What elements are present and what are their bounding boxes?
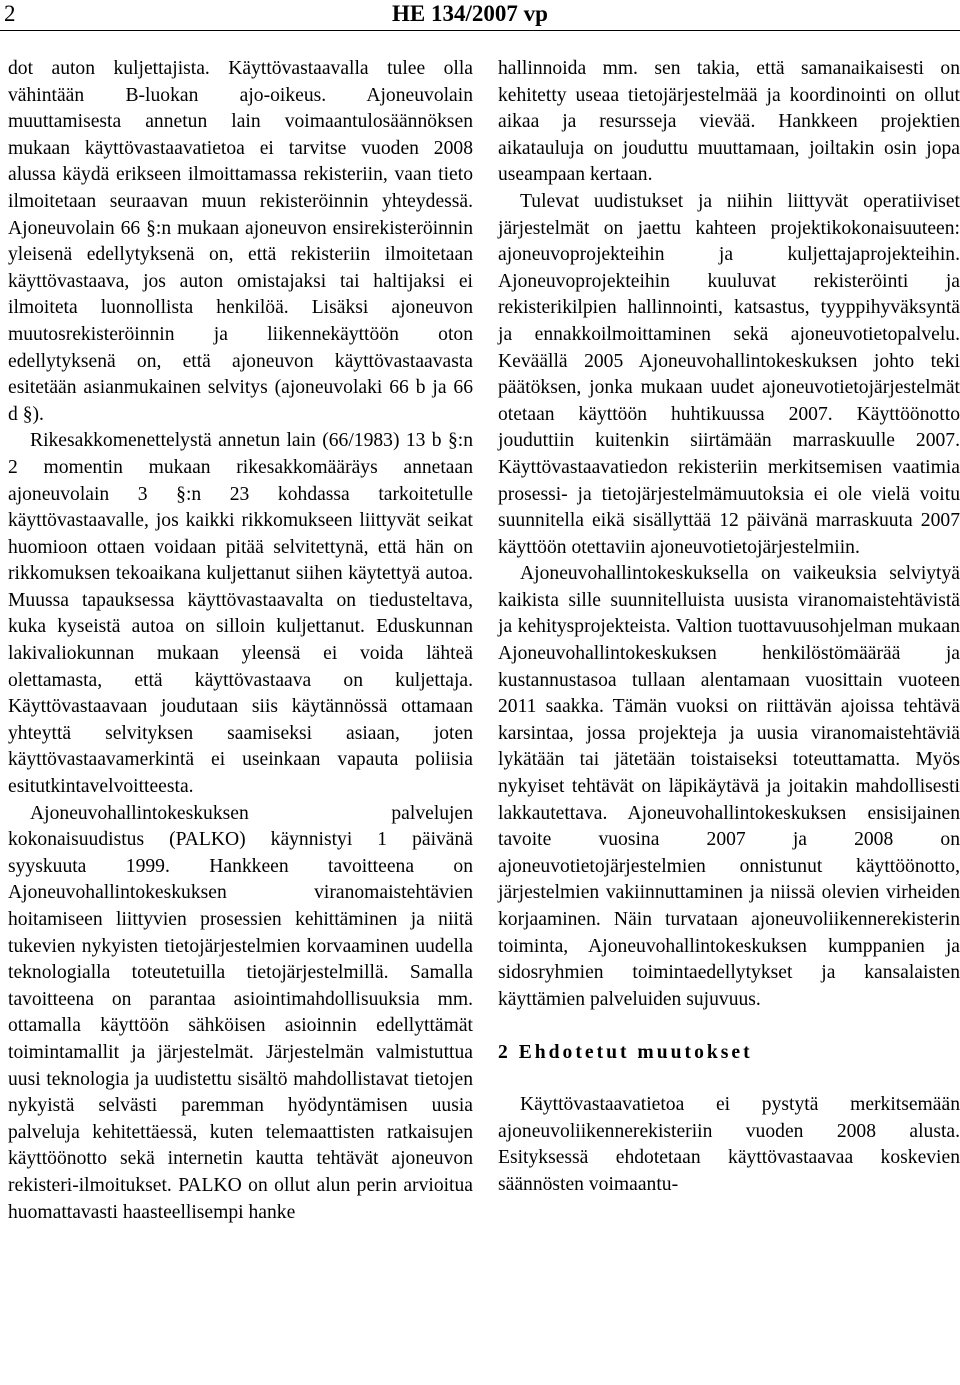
- paragraph: Tulevat uudistukset ja niihin liittyvät operatiiviset järjestelmät on jaettu kahteen projektikokonaisuuteen: ajoneuvoprojekteihin ja kuljettajaprojekteihin. Ajoneuvoprojekteihin kuuluvat rekisteröinti ja rekisterikilpien hallinnointi, katsastus, tyyppihyväksyntä ja ennakkoilmoittaminen sekä ajoneuvotietopalvelu. Keväällä 2005 Ajoneuvohallintokeskuksen johto teki päätöksen, jonka mukaan uudet ajoneuvotietojärjestelmät otetaan käyttöön huhtikuussa 2007. Käyttöönotto jouduttiin kuitenkin siirtämään marraskuulle 2007. Käyttövastaavatiedon rekisteriin merkitsemisen vaatimia prosessi- ja tietojärjestelmämuutoksia ei ole vielä voitu suunnitella eikä sisällyttää 12 päivänä marraskuuta 2007 käyttöön otettaviin ajoneuvotietojärjestelmiin.: [498, 190, 960, 558]
- header-rule: [0, 30, 960, 31]
- paragraph: Ajoneuvohallintokeskuksen palvelujen kokonaisuudistus (PALKO) käynnistyi 1 päivänä syyskuuta 1999. Hankkeen tavoitteena on Ajoneuvohallintokeskuksen viranomaistehtävien hoitamiseen liittyvien prosessien kehittäminen ja niitä tukevien nykyisten tietojärjestelmien korvaaminen uudella teknologialla toteutetuilla tietojärjestelmillä. Samalla tavoitteena on parantaa asiointimahdollisuuksia mm. ottamalla käyttöön sähköisen asioinnin edellyttämät toimintamallit ja järjestelmät. Järjestelmän valmistuttua uusi teknologia ja uudistettu sisältö mahdollistavat tietojen nykyistä selvästi paremman hyödyntämisen uusia palveluja kehitettäessä, kuten telemaattisten ratkaisujen käyttöönotto sekä internetin kautta tehtävät ajoneuvon rekisteri-ilmoitukset. PALKO on ollut alun perin arvioitua huomattavasti haasteellisempi hanke: [8, 802, 473, 1223]
- section-heading: 2 Ehdotetut muutokset: [498, 1042, 753, 1064]
- right-column: [498, 56, 960, 1198]
- left-column: [8, 56, 473, 1226]
- paragraph: Ajoneuvohallintokeskuksella on vaikeuksia selviytyä kaikista sille suunnitelluista uusista viranomaistehtävistä ja kehitysprojekteista. Valtion tuottavuusohjelman mukaan Ajoneuvohallintokeskuksen henkilöstömäärää ja kustannustasoa tullaan alentamaan vuosittain vuoteen 2011 saakka. Tämän vuoksi on riittävän ajoissa tehtävä karsintaa, jossa projekteja ja uusia viranomaistehtäviä lykätään tai jätetään toistaiseksi toteuttamatta. Myös nykyiset tehtävät on läpikäytävä ja joitakin mahdollisesti lakkautettava. Ajoneuvohallintokeskuksen ensisijainen tavoite vuosina 2007 ja 2008 on ajoneuvotietojärjestelmien onnistunut käyttöönotto, järjestelmien vakiinnuttaminen ja niissä olevien virheiden korjaaminen. Näin turvataan ajoneuvoliikennerekisterin toiminta, Ajoneuvohallintokeskuksen kumppanien ja sidosryhmien toimintaedellytykset ja kansalaisten käyttämien palveluiden sujuvuus.: [498, 563, 960, 1010]
- paragraph: Rikesakkomenettelystä annetun lain (66/1983) 13 b §:n 2 momentin mukaan rikesakkomääräys annetaan ajoneuvolain 3 §:n 23 kohdassa tarkoitetulle käyttövastaavalle, jos kaikki rikkomukseen liittyvät seikat huomioon ottaen voidaan pitää selvitettynä, että hän on rikkomuksen tekoaikana kuljettanut siihen käytettyä autoa. Muussa tapauksessa käyttövastaavalta on tiedusteltava, kuka kyseistä autoa on silloin kuljettanut. Eduskunnan lakivaliokunnan mukaan yleensä ei voida lähteä olettamasta, että käyttövastaava on kuljettaja. Käyttövastaavaan joudutaan siis käytännössä ottamaan yhteyttä selvityksen saamiseksi asiaan, joten käyttövastaavamerkintä ei useinkaan vapauta poliisia esitutkintavelvoitteesta.: [8, 430, 473, 798]
- paragraph: hallinnoida mm. sen takia, että samanaikaisesti on kehitetty useaa tietojärjestelmää ja koordinointi on ollut aikaa ja resursseja vievää. Hankkeen projektien aikatauluja on jouduttu muuttamaan, joiltakin osin jopa useampaan kertaan.: [498, 58, 960, 186]
- paragraph: dot auton kuljettajista. Käyttövastaavalla tulee olla vähintään B-luokan ajo-oikeus. Ajoneuvolain muuttamisesta annetun lain voimaantulosäännöksen mukaan käyttövastaavatietoa ei tarvitse vuoden 2008 alussa käydä erikseen ilmoittamassa rekisteriin, vaan tieto ilmoitetaan seuraavan muun rekisteröinnin yhteydessä. Ajoneuvolain 66 §:n mukaan ajoneuvon ensirekisteröinnin yleisenä edellytyksenä on, että rekisteriin ilmoitetaan käyttövastaava, jos auton omistajaksi tai haltijaksi ei ilmoiteta luonnollista henkilöä. Lisäksi ajoneuvon muutosrekisteröinnin ja liikennekäyttöön oton edellytyksenä on, että ajoneuvon käyttövastaavasta esitetään asianmukainen selvitys (ajoneuvolaki 66 b ja 66 d §).: [8, 58, 473, 425]
- page-number: 2: [4, 1, 16, 26]
- page-header: [0, 0, 960, 40]
- paragraph: Käyttövastaavatietoa ei pystytä merkitsemään ajoneuvoliikennerekisteriin vuoden 2008 alusta. Esityksessä ehdotetaan käyttövastaavaa koskevien säännösten voimaantu-: [498, 1093, 960, 1195]
- document-id: HE 134/2007 vp: [392, 1, 548, 26]
